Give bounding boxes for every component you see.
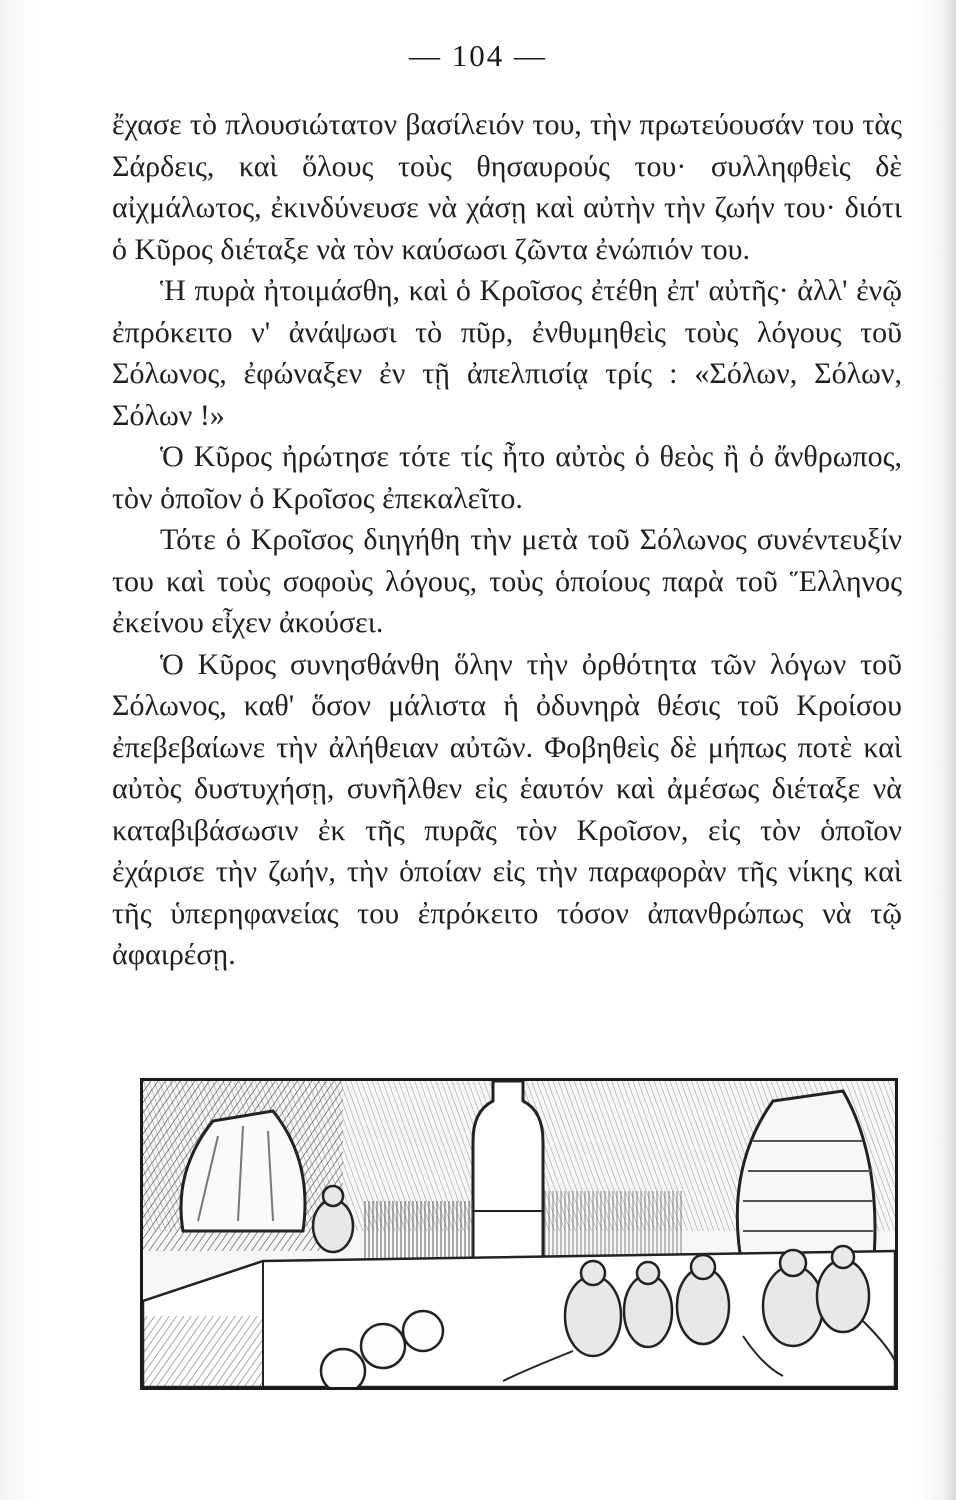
engraving-icon	[143, 1081, 895, 1387]
text-body	[112, 104, 902, 976]
paragraph-1: ἔχασε τὸ πλουσιώτατον βασίλειόν του, τὴν πρωτεύουσάν του τὰς Σάρδεις, καὶ ὅλους τοὺς θησαυρούς του· συλληφθεὶς δὲ αἰχμάλωτος, ἐκινδύνευσε νὰ χάσῃ καὶ αὐτὴν τὴν ζωήν του· διότι ὁ Κῦρος διέταξε νὰ τὸν καύσωσι ζῶντα ἐνώπιόν του.	[112, 108, 902, 266]
page-edge-shadow	[942, 0, 956, 1500]
paragraph-3: Ὁ Κῦρος ἠρώτησε τότε τίς ἦτο αὐτὸς ὁ θεὸς ἢ ὁ ἄνθρωπος, τὸν ὁποῖον ὁ Κροῖσος ἐπεκαλεῖτο.	[112, 440, 902, 515]
paragraph-2: Ἡ πυρὰ ἠτοιμάσθη, καὶ ὁ Κροῖσος ἐτέθη ἐπ' αὐτῆς· ἀλλ' ἐνῷ ἐπρόκειτο ν' ἀνάψωσι τὸ πῦρ, ἐνθυμηθεὶς τοὺς λόγους τοῦ Σόλωνος, ἐφώναξεν ἐν τῇ ἀπελπισίᾳ τρίς : «Σόλων, Σόλων, Σόλων !»	[112, 274, 902, 432]
paragraph-4: Τότε ὁ Κροῖσος διηγήθη τὴν μετὰ τοῦ Σόλωνος συνέντευξίν του καὶ τοὺς σοφοὺς λόγους, τοὺς ὁποίους παρὰ τοῦ Ἕλληνος ἐκείνου εἶχεν ἀκούσει.	[112, 523, 902, 639]
page-number: — 104 —	[409, 38, 547, 73]
mice-on-table-illustration	[140, 1078, 898, 1390]
paragraph-5: Ὁ Κῦρος συνησθάνθη ὅλην τὴν ὀρθότητα τῶν λόγων τοῦ Σόλωνος, καθ' ὅσον μάλιστα ἡ ὀδυνηρὰ θέσις τοῦ Κροίσου ἐπεβεβαίωνε τὴν ἀλήθειαν αὐτῶν. Φοβηθεὶς δὲ μήπως ποτὲ καὶ αὐτὸς δυστυχήσῃ, συνῆλθεν εἰς ἑαυτόν καὶ ἀμέσως διέταξε νὰ καταβιβάσωσιν ἐκ τῆς πυρᾶς τὸν Κροῖσον, εἰς τὸν ὁποῖον ἐχάρισε τὴν ζωήν, τὴν ὁποίαν εἰς τὴν παραφορὰν τῆς νίκης καὶ τῆς ὑπερηφανείας του ἐπρόκειτο τόσον ἀπανθρώπως νὰ τῷ ἀφαιρέσῃ.	[112, 647, 902, 971]
